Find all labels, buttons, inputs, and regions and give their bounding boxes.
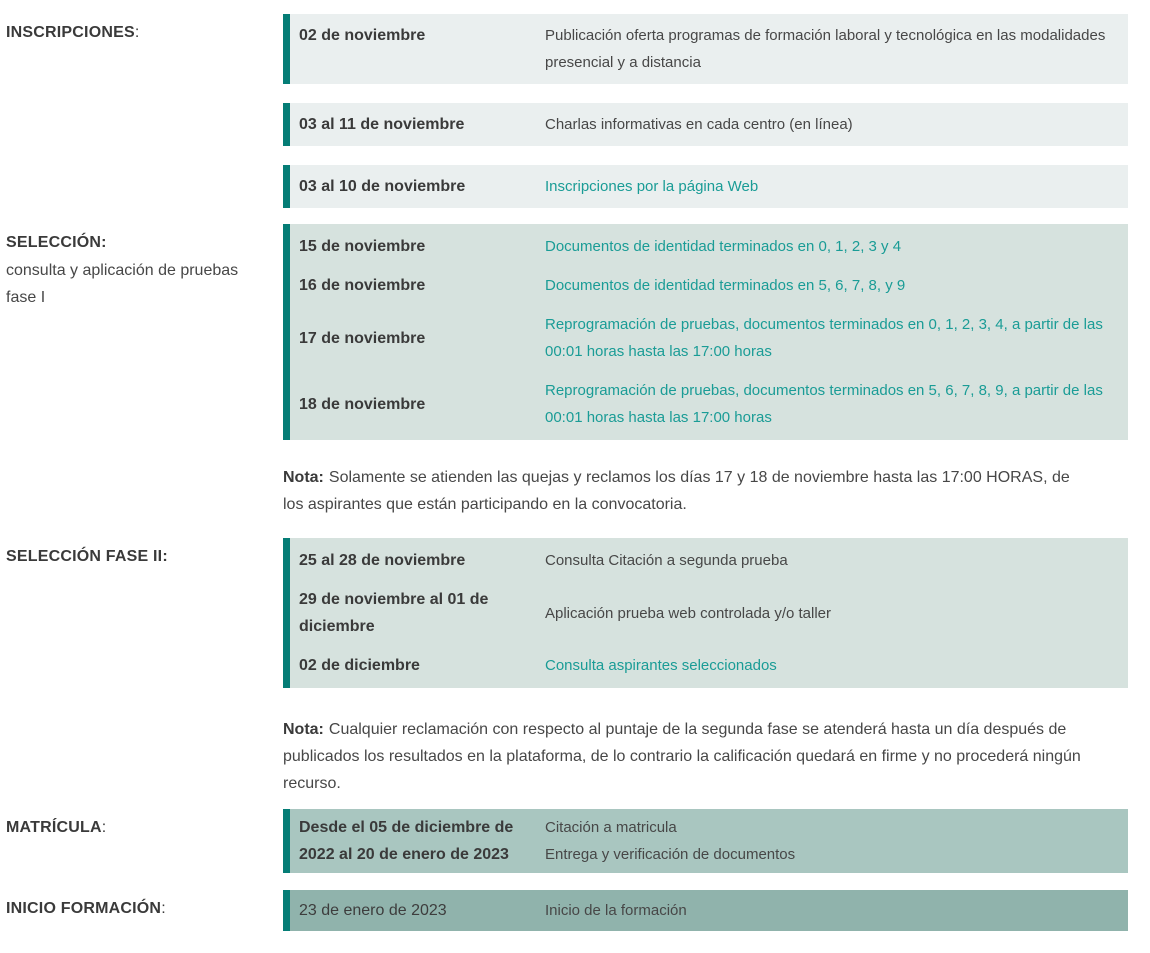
section-title-colon: :	[161, 900, 166, 917]
event-description: Consulta Citación a segunda prueba	[545, 552, 788, 569]
section-seleccion-fase1	[6, 224, 1128, 538]
inicio-formacion-rows	[283, 890, 1128, 931]
section-matricula	[6, 809, 1128, 890]
event-link-reprogramacion-5-9[interactable]: Reprogramación de pruebas, documentos terminados en 5, 6, 7, 8, 9, a partir de las 00:01 horas hasta las 17:00 horas	[545, 382, 1103, 426]
event-date: 23 de enero de 2023	[299, 902, 447, 919]
event-link-aspirantes-seleccionados[interactable]: Consulta aspirantes seleccionados	[545, 657, 777, 674]
section-inicio-formacion	[6, 890, 1128, 931]
section-title-colon: :	[134, 24, 140, 41]
section-title: INSCRIPCIONES	[6, 24, 135, 41]
event-description: Publicación oferta programas de formación laboral y tecnológica en las modalidades presencial y a distancia	[545, 27, 1106, 71]
schedule-row-15nov	[290, 227, 1128, 266]
event-date: 25 al 28 de noviembre	[299, 552, 466, 569]
event-description-line1: Citación a matricula	[545, 819, 677, 836]
seleccion-fase2-table	[283, 538, 1128, 688]
event-date: 02 de diciembre	[299, 657, 420, 674]
note-label: Nota:	[283, 469, 324, 486]
event-date: 03 al 10 de noviembre	[299, 178, 466, 195]
section-label-seleccion-fase2	[6, 538, 283, 569]
section-label-matricula	[6, 809, 283, 840]
section-subtitle: consulta y aplicación de pruebas fase I	[6, 262, 239, 306]
note-label: Nota:	[283, 721, 324, 738]
event-date: 03 al 11 de noviembre	[299, 116, 465, 133]
event-date: 17 de noviembre	[299, 329, 426, 347]
schedule-row-25-28nov	[290, 541, 1128, 580]
schedule-row-16nov	[290, 266, 1128, 305]
note-fase1	[283, 464, 1083, 518]
event-link-reprogramacion-0-4[interactable]: Reprogramación de pruebas, documentos terminados en 0, 1, 2, 3, 4, a partir de las 00:01 horas hasta las 17:00 horas	[545, 316, 1103, 360]
section-title: SELECCIÓN FASE II:	[6, 548, 168, 565]
schedule-row-02dic	[290, 646, 1128, 685]
section-title: INICIO FORMACIÓN	[6, 900, 162, 917]
seleccion-fase1-content	[283, 224, 1128, 538]
event-link-inscripciones-web[interactable]: Inscripciones por la página Web	[545, 178, 759, 195]
seleccion-fase1-table	[283, 224, 1128, 440]
event-date: Desde el 05 de diciembre de 2022 al 20 de enero de 2023	[299, 819, 514, 863]
event-date: 16 de noviembre	[299, 277, 426, 294]
schedule-row-matricula	[283, 809, 1128, 873]
section-inscripciones	[6, 14, 1128, 224]
schedule-row-inicio-formacion	[283, 890, 1128, 931]
schedule-row-18nov	[290, 371, 1128, 437]
event-description	[545, 809, 1128, 873]
section-label-seleccion	[6, 224, 283, 311]
schedule-row-17nov	[290, 305, 1128, 371]
schedule-row-29nov-01dic	[290, 580, 1128, 646]
section-label-inicio-formacion	[6, 890, 283, 921]
event-link-documentos-0-4[interactable]: Documentos de identidad terminados en 0, 1, 2, 3 y 4	[545, 238, 902, 255]
seleccion-fase2-content	[283, 538, 1128, 809]
section-title-colon: :	[101, 819, 107, 836]
event-date: 15 de noviembre	[299, 238, 426, 255]
section-title: MATRÍCULA	[6, 819, 102, 836]
section-label-inscripciones	[6, 14, 283, 45]
event-description: Aplicación prueba web controlada y/o taller	[545, 604, 832, 622]
matricula-rows	[283, 809, 1128, 890]
schedule-row-publicacion	[283, 14, 1128, 84]
section-title: SELECCIÓN:	[6, 234, 107, 251]
event-date: 02 de noviembre	[299, 27, 426, 44]
note-fase2	[283, 716, 1083, 797]
note-text: Solamente se atienden las quejas y reclamos los días 17 y 18 de noviembre hasta las 17:00 HORAS, de los aspirantes que están participando en la convocatoria.	[283, 469, 1070, 513]
section-seleccion-fase2	[6, 538, 1128, 809]
event-date: 18 de noviembre	[299, 395, 426, 413]
schedule-row-inscripciones-web	[283, 165, 1128, 208]
event-description: Inicio de la formación	[545, 902, 687, 919]
inscripciones-rows	[283, 14, 1128, 224]
schedule-row-charlas	[283, 103, 1128, 146]
note-text: Cualquier reclamación con respecto al puntaje de la segunda fase se atenderá hasta un día después de publicados los resultados en la plataforma, de lo contrario la calificación quedará en firme y no procederá ningún recurso.	[283, 721, 1081, 792]
event-link-documentos-5-9[interactable]: Documentos de identidad terminados en 5, 6, 7, 8, y 9	[545, 277, 906, 294]
event-description-line2: Entrega y verificación de documentos	[545, 846, 796, 863]
event-description: Charlas informativas en cada centro (en línea)	[545, 116, 853, 133]
event-date: 29 de noviembre al 01 de diciembre	[299, 591, 489, 635]
